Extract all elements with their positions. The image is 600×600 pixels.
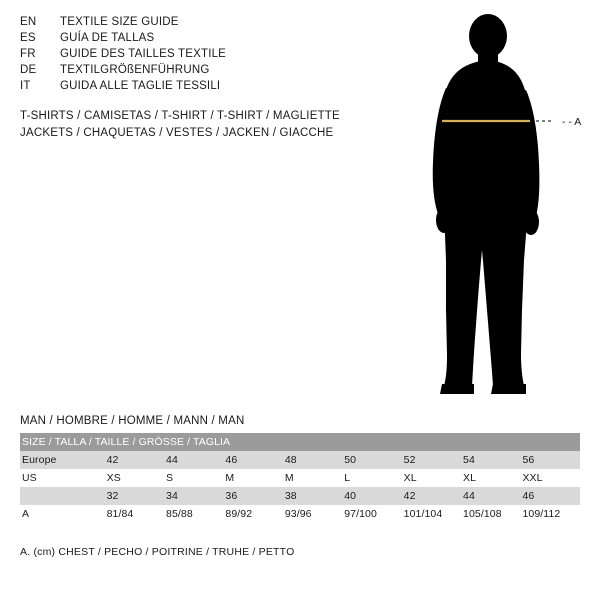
language-text: TEXTILGRÖßENFÜHRUNG bbox=[60, 64, 210, 76]
category-jackets: JACKETS / CHAQUETAS / VESTES / JACKEN / GIACCHE bbox=[20, 127, 334, 139]
language-code: IT bbox=[20, 80, 31, 92]
male-silhouette-icon bbox=[400, 10, 600, 400]
language-code: EN bbox=[20, 16, 37, 28]
cell: 48 bbox=[283, 451, 342, 469]
measure-label-a: - - A bbox=[562, 116, 582, 128]
language-text: GUIDA ALLE TAGLIE TESSILI bbox=[60, 80, 221, 92]
cell: XS bbox=[105, 469, 164, 487]
language-text: GUÍA DE TALLAS bbox=[60, 32, 155, 44]
row-label: A bbox=[20, 505, 105, 523]
table-row bbox=[20, 505, 580, 523]
table-row bbox=[20, 469, 580, 487]
language-text: TEXTILE SIZE GUIDE bbox=[60, 16, 179, 28]
table-title: MAN / HOMBRE / HOMME / MANN / MAN bbox=[20, 415, 245, 427]
language-row bbox=[20, 64, 380, 80]
language-row bbox=[20, 80, 380, 96]
size-table bbox=[20, 433, 580, 523]
category-list bbox=[20, 110, 420, 144]
cell: 105/108 bbox=[461, 505, 520, 523]
cell: 34 bbox=[164, 487, 223, 505]
footnote: A. (cm) CHEST / PECHO / POITRINE / TRUHE / PETTO bbox=[20, 546, 295, 558]
cell: 44 bbox=[461, 487, 520, 505]
cell: 109/112 bbox=[520, 505, 580, 523]
cell: 40 bbox=[342, 487, 401, 505]
body-figure bbox=[400, 10, 600, 400]
row-label: Europe bbox=[20, 451, 105, 469]
cell: 101/104 bbox=[402, 505, 461, 523]
table-header-label: SIZE / TALLA / TAILLE / GRÖSSE / TAGLIA bbox=[20, 433, 580, 451]
language-code: FR bbox=[20, 48, 36, 60]
cell: 44 bbox=[164, 451, 223, 469]
cell: 42 bbox=[105, 451, 164, 469]
cell: 93/96 bbox=[283, 505, 342, 523]
cell: 46 bbox=[520, 487, 580, 505]
cell: XL bbox=[461, 469, 520, 487]
size-table-area bbox=[20, 415, 580, 523]
cell: 50 bbox=[342, 451, 401, 469]
row-label bbox=[20, 487, 105, 505]
cell: XXL bbox=[520, 469, 580, 487]
table-header-row bbox=[20, 433, 580, 451]
table-row bbox=[20, 451, 580, 469]
table-row bbox=[20, 487, 580, 505]
cell: M bbox=[223, 469, 282, 487]
cell: 52 bbox=[402, 451, 461, 469]
language-row bbox=[20, 16, 380, 32]
language-list bbox=[20, 16, 380, 96]
cell: 36 bbox=[223, 487, 282, 505]
cell: L bbox=[342, 469, 401, 487]
cell: 38 bbox=[283, 487, 342, 505]
language-row bbox=[20, 32, 380, 48]
language-code: DE bbox=[20, 64, 37, 76]
language-code: ES bbox=[20, 32, 36, 44]
cell: XL bbox=[402, 469, 461, 487]
cell: M bbox=[283, 469, 342, 487]
cell: 42 bbox=[402, 487, 461, 505]
cell: 89/92 bbox=[223, 505, 282, 523]
cell: 46 bbox=[223, 451, 282, 469]
category-tshirts: T-SHIRTS / CAMISETAS / T-SHIRT / T-SHIRT / MAGLIETTE bbox=[20, 110, 340, 122]
cell: 81/84 bbox=[105, 505, 164, 523]
cell: 56 bbox=[520, 451, 580, 469]
cell: S bbox=[164, 469, 223, 487]
cell: 85/88 bbox=[164, 505, 223, 523]
row-label: US bbox=[20, 469, 105, 487]
language-row bbox=[20, 48, 380, 64]
cell: 97/100 bbox=[342, 505, 401, 523]
cell: 32 bbox=[105, 487, 164, 505]
cell: 54 bbox=[461, 451, 520, 469]
language-text: GUIDE DES TAILLES TEXTILE bbox=[60, 48, 227, 60]
